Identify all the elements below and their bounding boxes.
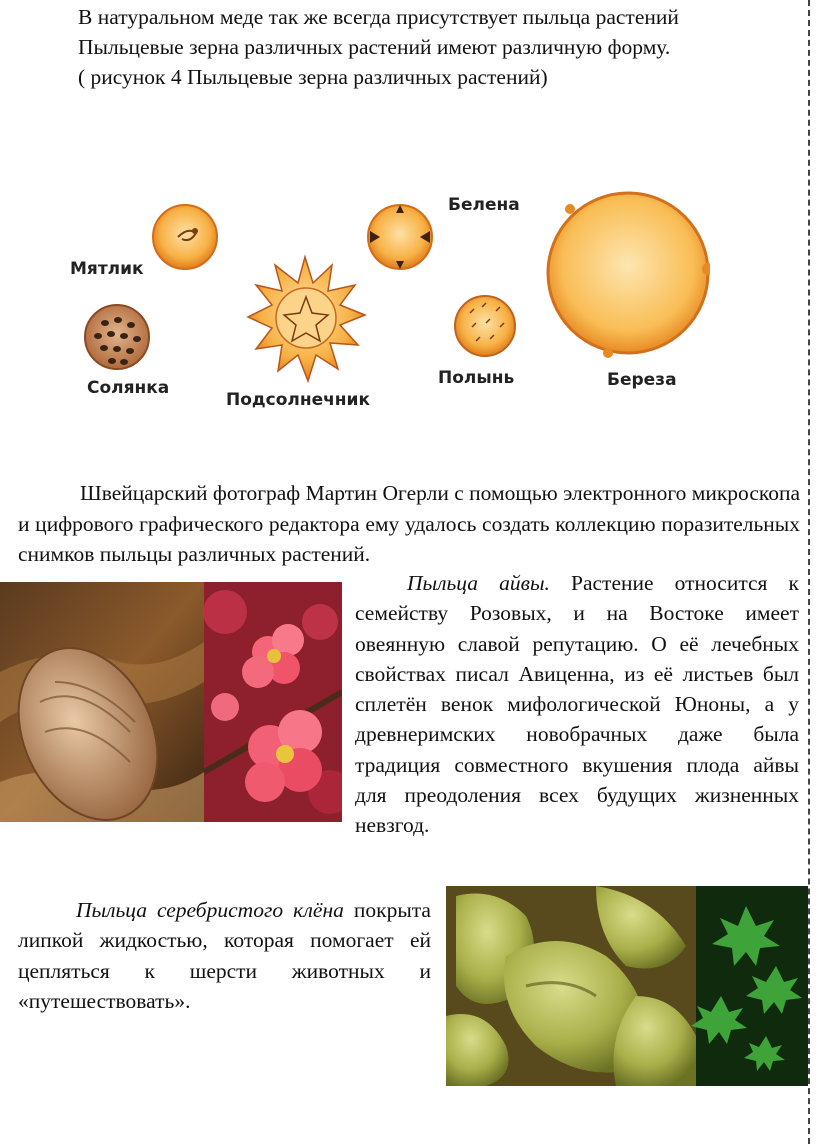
- belena-grain: [368, 205, 432, 269]
- quince-pollen-photo: [0, 582, 342, 822]
- intro-line-1: В натуральном меде так же всегда присутствует пыльца растений: [78, 5, 679, 29]
- pollen-figure: [60, 185, 710, 425]
- swiss-text: Швейцарский фотограф Мартин Огерли с помощью электронного микроскопа и цифрового графического редактора ему удалось создать коллекцию поразительных снимков пыльцы различных растений.: [18, 481, 801, 566]
- quince-text: Растение относится к семейству Розовых, и на Востоке имеет овеянную славой репутацию. О её лечебных свойствах писал Авиценна, из её листьев был сплетён венок мифологической Юноны, а у древнеримских новобрачных даже была традиция совместного вкушения плода айвы для преодоления всех будущих жизненных невзгод.: [355, 571, 799, 838]
- label-podsolnechnik: Подсолнечник: [226, 390, 370, 410]
- quince-title: Пыльца айвы.: [407, 571, 550, 595]
- podsolnechnik-grain: [248, 257, 365, 381]
- label-belena: Белена: [448, 195, 520, 215]
- maple-title: Пыльца серебристого клёна: [76, 898, 344, 922]
- intro-line-3: ( рисунок 4 Пыльцевые зерна различных растений): [78, 65, 548, 89]
- maple-paragraph: [18, 895, 431, 1016]
- quince-paragraph: [355, 568, 799, 841]
- myatlik-grain: [153, 205, 217, 269]
- label-solyanka: Солянка: [87, 378, 170, 398]
- polyn-grain: [455, 296, 515, 356]
- swiss-photographer-paragraph: [18, 478, 800, 570]
- page-border-dashed: [808, 0, 810, 1144]
- maple-text: покрыта липкой жидкостью, которая помогает ей цепляться к шерсти животных и «путешествовать».: [18, 898, 431, 1013]
- solyanka-grain: [85, 305, 149, 369]
- label-myatlik: Мятлик: [70, 259, 144, 279]
- label-bereza: Береза: [607, 370, 677, 390]
- intro-text: [78, 2, 798, 92]
- bereza-grain: [548, 193, 710, 358]
- intro-line-2: Пыльцевые зерна различных растений имеют различную форму.: [78, 35, 671, 59]
- maple-pollen-photo: [446, 886, 808, 1086]
- label-polyn: Полынь: [438, 368, 515, 388]
